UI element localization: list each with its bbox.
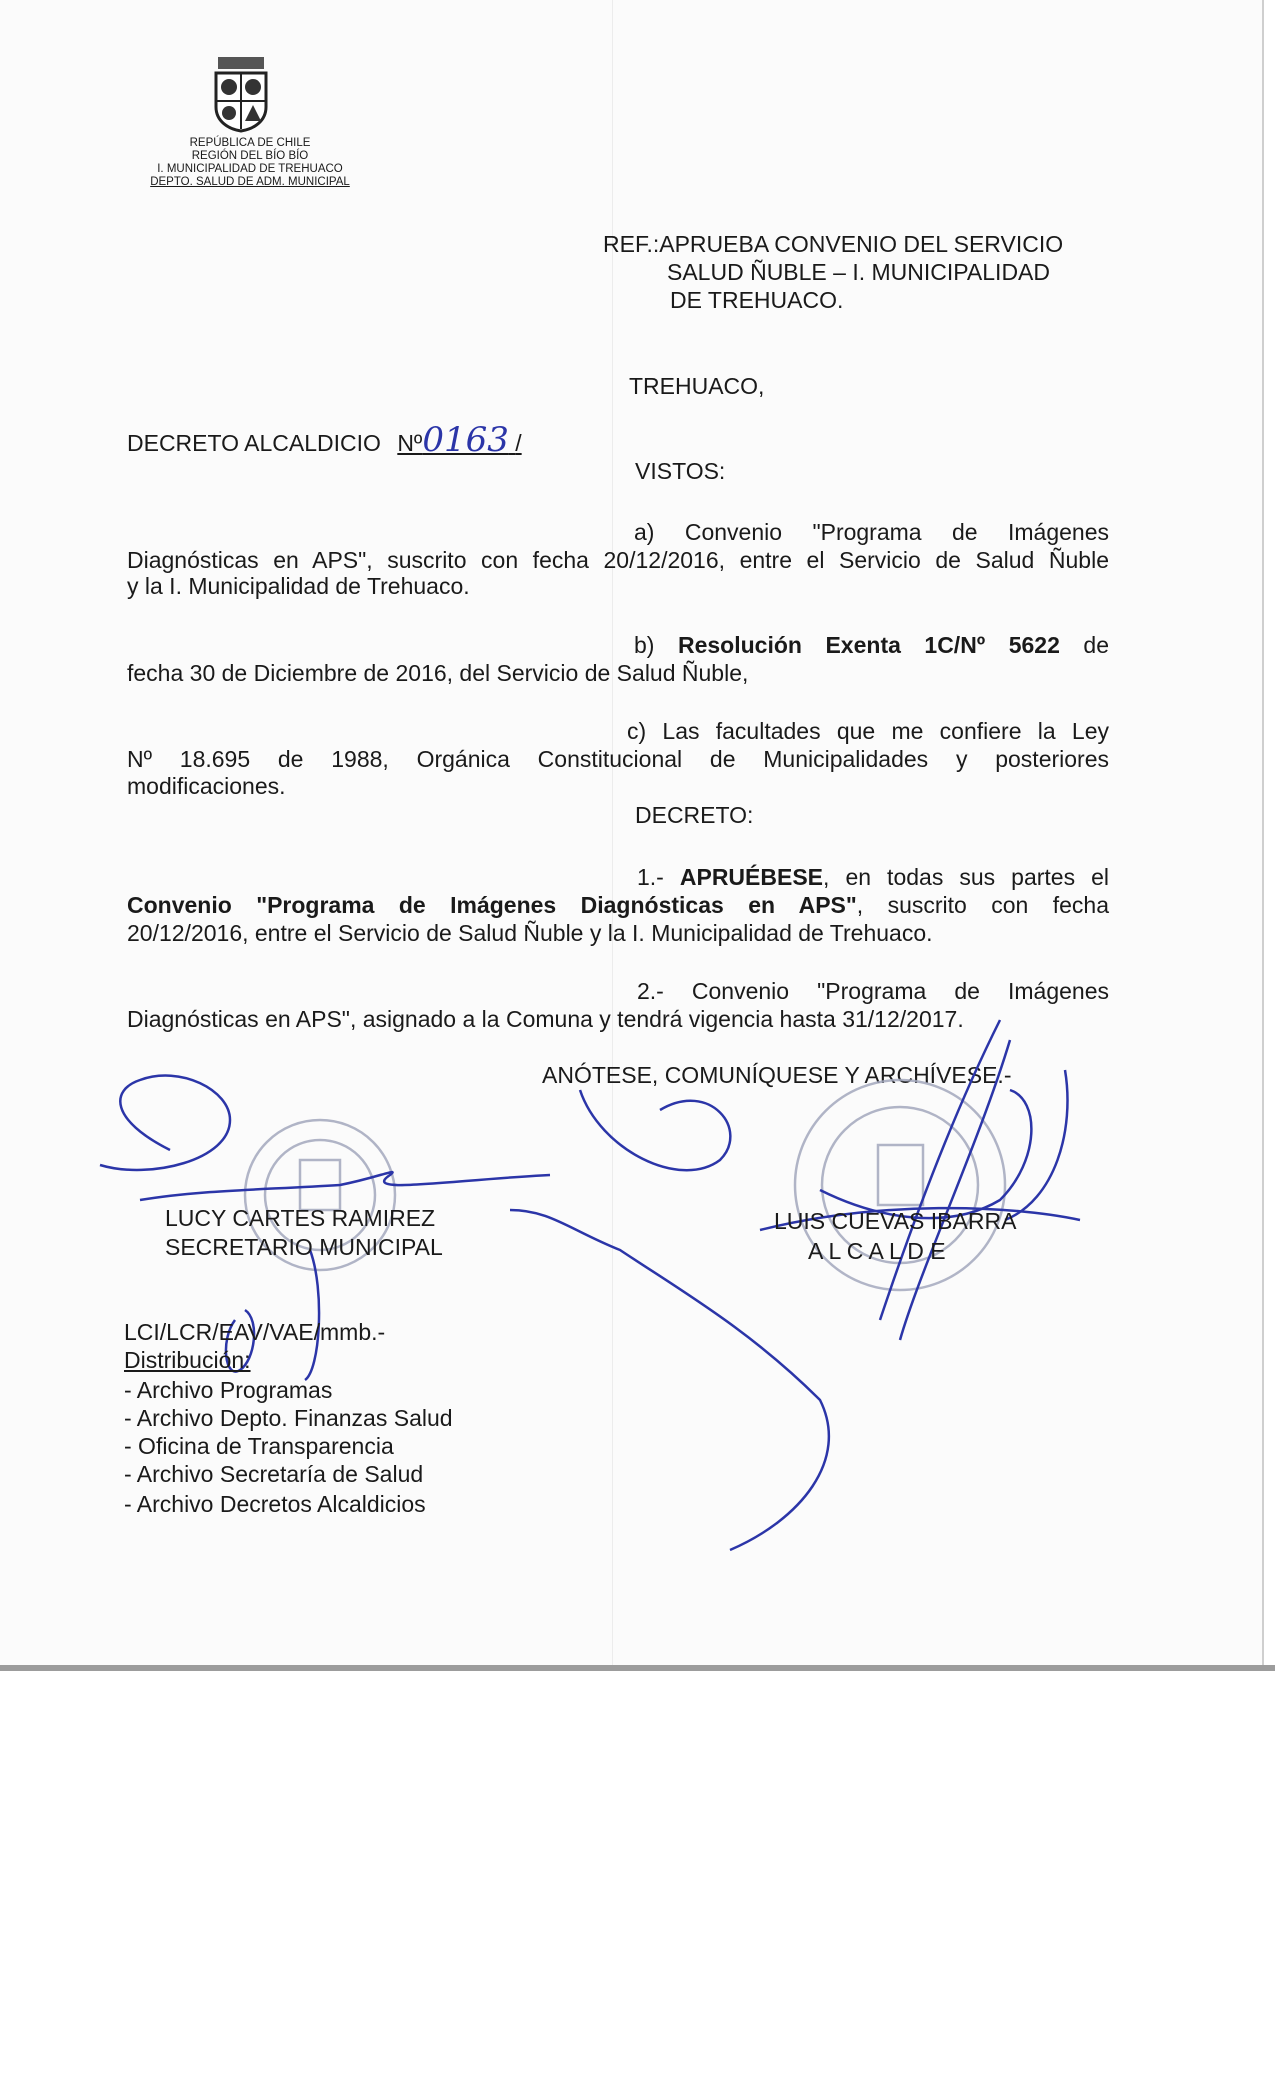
distribution-item: - Oficina de Transparencia — [124, 1433, 394, 1459]
ref-line: SALUD ÑUBLE – I. MUNICIPALIDAD — [667, 259, 1051, 285]
closing: ANÓTESE, COMUNÍQUESE Y ARCHÍVESE.- — [542, 1062, 1012, 1088]
num-suffix: / — [515, 430, 522, 456]
item1-rest: , en todas sus partes el — [823, 864, 1110, 890]
decree-num — [397, 420, 522, 460]
place: TREHUACO, — [629, 373, 765, 399]
letterhead-line: REPÚBLICA DE CHILE — [189, 137, 311, 149]
ref-line: DE TREHUACO. — [670, 287, 844, 313]
item1-line: 20/12/2016, entre el Servicio de Salud Ñuble y la I. Municipalidad de Trehuaco. — [127, 920, 933, 946]
para-b-line: fecha 30 de Diciembre de 2016, del Servicio de Salud Ñuble, — [127, 660, 749, 686]
ref-line: REF.:APRUEBA CONVENIO DEL SERVICIO — [603, 231, 1064, 257]
initials: LCI/LCR/EAV/VAE/mmb.- — [124, 1319, 386, 1345]
vistos-heading: VISTOS: — [635, 458, 726, 484]
para-c-line: modificaciones. — [127, 773, 286, 799]
para-a-line: Diagnósticas en APS", suscrito con fecha 20/12/2016, entre el Servicio de Salud Ñuble — [127, 547, 1109, 573]
distribution-item: - Archivo Depto. Finanzas Salud — [124, 1405, 453, 1431]
distribution-item: - Archivo Secretaría de Salud — [124, 1461, 424, 1487]
para-c-line: c) Las facultades que me confiere la Ley — [627, 718, 1109, 744]
decreto-heading: DECRETO: — [635, 802, 754, 828]
item2-line: Diagnósticas en APS", asignado a la Comuna y tendrá vigencia hasta 31/12/2017. — [127, 1006, 964, 1032]
letterhead — [120, 137, 380, 189]
signer-left-title: SECRETARIO MUNICIPAL — [165, 1234, 443, 1260]
letterhead-line: I. MUNICIPALIDAD DE TREHUACO — [157, 163, 343, 175]
num-prefix: Nº — [397, 430, 423, 456]
para-a-line: y la I. Municipalidad de Trehuaco. — [127, 573, 470, 599]
item2-line: 2.- Convenio "Programa de Imágenes — [637, 978, 1109, 1004]
para-b-line — [634, 631, 1109, 659]
item1-prefix: 1.- — [637, 864, 680, 890]
distribution-title: Distribución: — [124, 1347, 251, 1373]
coat-of-arms-logo — [210, 55, 272, 133]
signer-right-title: A L C A L D E — [808, 1238, 946, 1264]
item1-bold: APRUÉBESE — [679, 864, 824, 890]
item1-convenio: Convenio "Programa de Imágenes Diagnósticas en APS" — [127, 892, 857, 918]
distribution-item: - Archivo Decretos Alcaldicios — [124, 1491, 426, 1517]
item1-rest2: , suscrito con fecha — [856, 892, 1109, 918]
para-c-line: Nº 18.695 de 1988, Orgánica Constitucional de Municipalidades y posteriores — [127, 746, 1109, 772]
handwritten-number: 0163 — [422, 420, 509, 460]
signer-left-name: LUCY CARTES RAMIREZ — [165, 1205, 436, 1231]
item1-line — [637, 863, 1109, 891]
letterhead-line: REGIÓN DEL BÍO BÍO — [191, 150, 309, 162]
para-a-line: a) Convenio "Programa de Imágenes — [634, 519, 1109, 545]
para-b-prefix: b) — [634, 632, 678, 658]
item1-line — [127, 891, 1109, 919]
distribution-item: - Archivo Programas — [124, 1377, 333, 1403]
decree-label: DECRETO ALCALDICIO — [127, 430, 381, 456]
letterhead-department: DEPTO. SALUD DE ADM. MUNICIPAL — [150, 176, 350, 188]
resolution-ref: Resolución Exenta 1C/Nº 5622 — [677, 632, 1060, 658]
scan-edge — [0, 1665, 1275, 1671]
decree-number — [127, 420, 522, 460]
signer-right-name: LUIS CUEVAS IBARRA — [774, 1208, 1017, 1234]
para-b-suffix: de — [1059, 632, 1110, 658]
